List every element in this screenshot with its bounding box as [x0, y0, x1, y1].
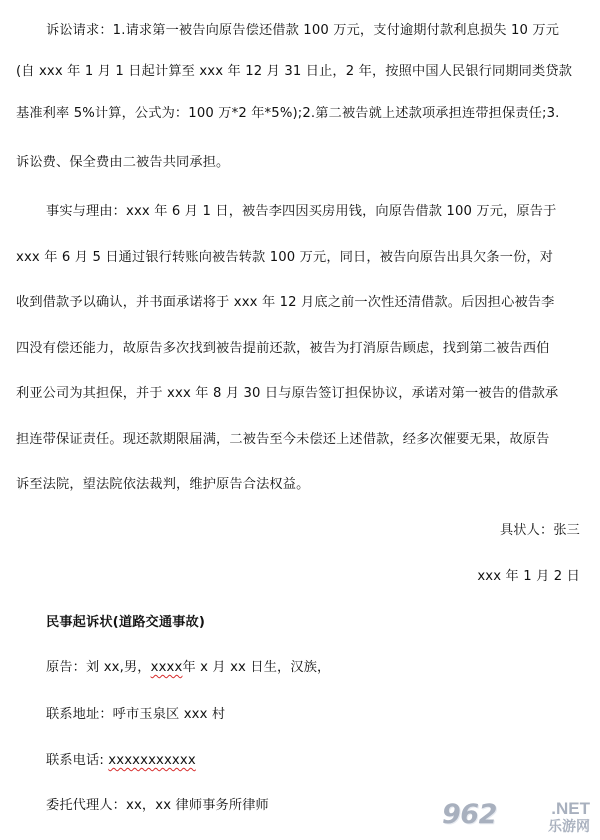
claimant-signature: 具状人：张三: [499, 523, 580, 538]
claims-line-1: 诉讼请求：1.请求第一被告向原告偿还借款 100 万元，支付逾期付款利息损失 10 万元: [46, 23, 560, 38]
claims-line-4: 诉讼费、保全费由二被告共同承担。: [16, 155, 230, 170]
contact-phone-line: [46, 752, 582, 770]
claims-line-2: (自 xxx 年 1 月 1 日起计算至 xxx 年 12 月 31 日止，2 年，按照中国人民银行同期同类贷款: [16, 64, 573, 79]
facts-line-6: 担连带保证责任。现还款期限届满，二被告至今未偿还上述借款，经多次催要无果，故原告: [16, 432, 550, 447]
second-doc-title: 民事起诉状(道路交通事故): [46, 615, 206, 630]
facts-line-1: 事实与理由：xxx 年 6 月 1 日，被告李四因买房用钱，向原告借款 100 万元，原告于: [46, 204, 557, 219]
plaintiff-line: [46, 659, 582, 677]
claims-line-3: 基准利率 5%计算，公式为：100 万*2 年*5%);2.第二被告就上述款项承担连带担保责任;3.: [16, 106, 560, 121]
plaintiff-prefix: 原告：刘 xx,男，: [46, 660, 151, 675]
phone-value: xxxxxxxxxxx: [108, 753, 196, 768]
watermark-logo: 962: [442, 799, 497, 830]
site-watermark: [442, 798, 594, 838]
plaintiff-birth-year: xxxx: [150, 660, 183, 675]
phone-label: 联系电话:: [46, 753, 109, 768]
facts-line-2: xxx 年 6 月 5 日通过银行转账向被告转款 100 万元，同日，被告向原告出具欠条一份，对: [16, 250, 554, 265]
facts-line-4: 四没有偿还能力，故原告多次找到被告提前还款，被告为打消原告顾虑，找到第二被告西伯: [16, 341, 550, 356]
facts-line-3: 收到借款予以确认，并书面承诺将于 xxx 年 12 月底之前一次性还清借款。后因担心被告李: [16, 295, 555, 310]
watermark-cn: 乐游网: [548, 819, 590, 835]
contact-address: 联系地址：呼市玉泉区 xxx 村: [46, 707, 226, 722]
watermark-net: .NET: [551, 799, 590, 818]
facts-line-5: 利亚公司为其担保，并于 xxx 年 8 月 30 日与原告签订担保协议，承诺对第一被告的借款承: [16, 386, 559, 401]
signature-date: xxx 年 1 月 2 日: [477, 569, 580, 584]
plaintiff-suffix: 年 x 月 xx 日生，汉族，: [182, 660, 331, 675]
facts-line-7: 诉至法院，望法院依法裁判，维护原告合法权益。: [16, 477, 310, 492]
agent-line: 委托代理人：xx，xx 律师事务所律师: [46, 798, 269, 813]
